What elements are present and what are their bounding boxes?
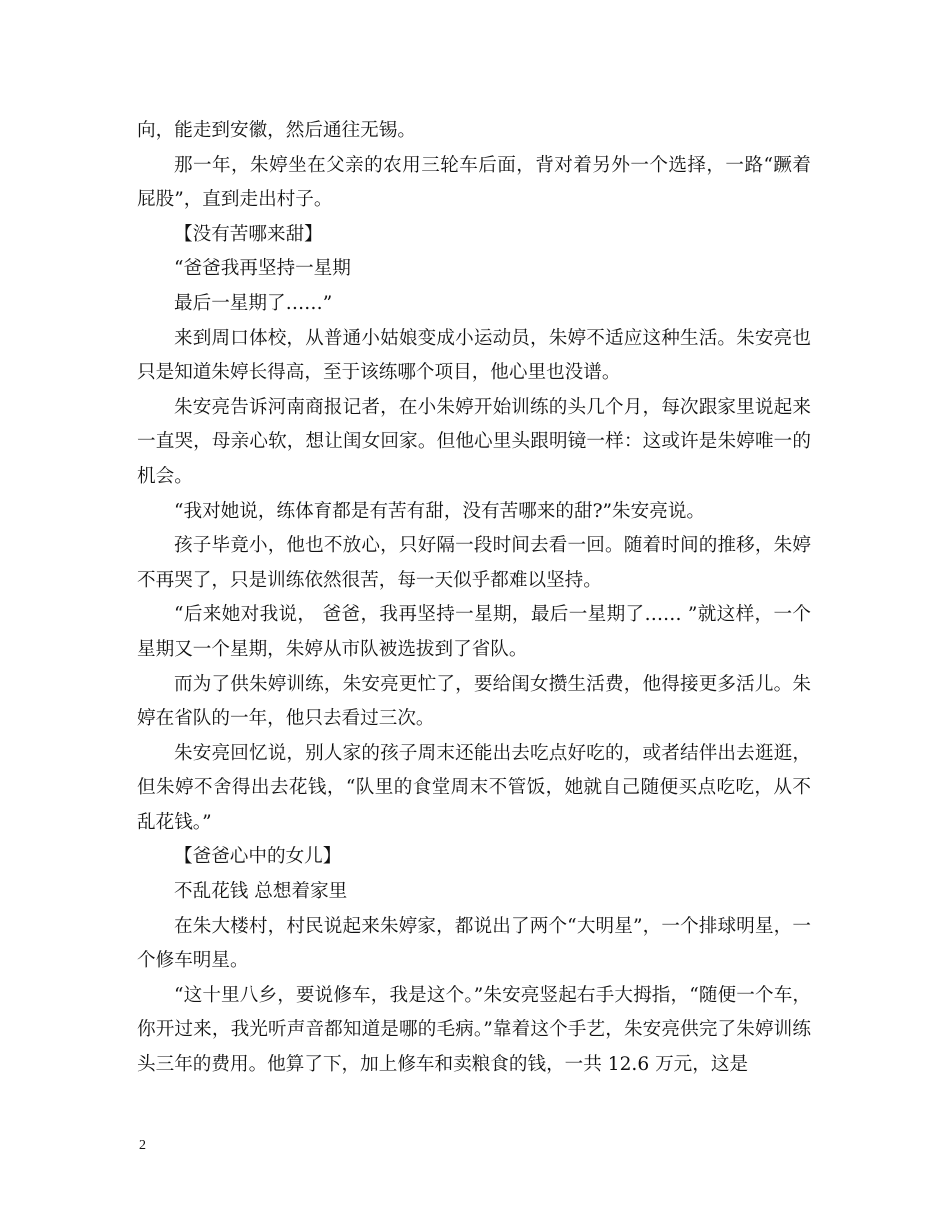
paragraph: 朱安亮回忆说，别人家的孩子周末还能出去吃点好吃的，或者结伴出去逛逛，但朱婷不舍得出去花钱，“队里的食堂周末不管饭，她就自己随便买点吃吃，从不乱花钱。” <box>137 742 811 833</box>
paragraph: 朱安亮告诉河南商报记者，在小朱婷开始训练的头几个月，每次跟家里说起来一直哭，母亲心软，想让闺女回家。但他心里头跟明镜一样：这或许是朱婷唯一的机会。 <box>137 396 811 487</box>
paragraph: “这十里八乡，要说修车，我是这个。”朱安亮竖起右手大拇指，“随便一个车，你开过来，我光听声音都知道是哪的毛病。”靠着这个手艺，朱安亮供完了朱婷训练头三年的费用。他算了下，加上修车和卖粮食的钱，一共 12.6 万元，这是 <box>137 984 811 1076</box>
paragraph: 孩子毕竟小，他也不放心，只好隔一段时间去看一回。随着时间的推移，朱婷不再哭了，只是训练依然很苦，每一天似乎都难以坚持。 <box>137 535 811 591</box>
paragraph: “我对她说，练体育都是有苦有甜，没有苦哪来的甜?”朱安亮说。 <box>174 500 706 522</box>
section-heading: 【爸爸心中的女儿】 <box>174 846 342 868</box>
subheading-line: 不乱花钱 总想着家里 <box>174 881 348 903</box>
subheading-line: “爸爸我再坚持一星期 <box>174 258 351 280</box>
paragraph: 向，能走到安徽，然后通往无锡。 <box>137 120 416 141</box>
section-heading: 【没有苦哪来甜】 <box>174 223 323 245</box>
subheading-line: 最后一星期了……” <box>174 292 333 314</box>
paragraph: 在朱大楼村，村民说起来朱婷家，都说出了两个“大明星”，一个排球明星，一个修车明星。 <box>137 915 811 972</box>
body-text <box>137 114 811 1083</box>
page-number: 2 <box>139 1138 146 1153</box>
paragraph: 来到周口体校，从普通小姑娘变成小运动员，朱婷不适应这种生活。朱安亮也只是知道朱婷长得高，至于该练哪个项目，他心里也没谱。 <box>137 327 811 384</box>
paragraph: 而为了供朱婷训练，朱安亮更忙了，要给闺女攒生活费，他得接更多活儿。朱婷在省队的一年，他只去看过三次。 <box>137 673 811 730</box>
paragraph: 那一年，朱婷坐在父亲的农用三轮车后面，背对着另外一个选择，一路“蹶着屁股”，直到走出村子。 <box>137 154 811 211</box>
paragraph: “后来她对我说， 爸爸，我再坚持一星期，最后一星期了…… ”就这样，一个星期又一个星期，朱婷从市队被选拔到了省队。 <box>137 604 811 660</box>
